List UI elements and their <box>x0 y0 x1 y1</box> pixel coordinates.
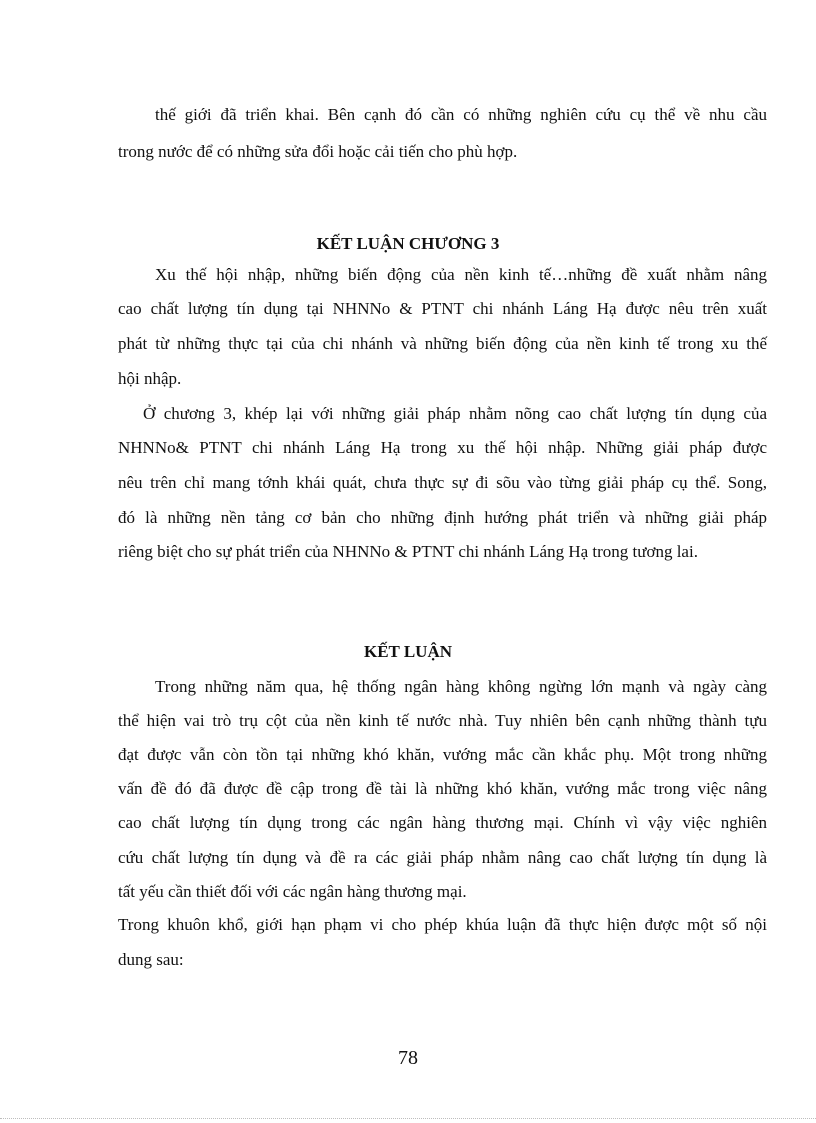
text-line: riêng biệt cho sự phát triển của NHNNo & PTNT chi nhánh Láng Hạ trong tương lai. <box>118 542 698 561</box>
text-line: Ở chương 3, khép lại với những giải pháp nhằm nõng cao chất lượng tín dụng của <box>143 404 767 423</box>
text-line: cao chất lượng tín dụng tại NHNNo & PTNT chi nhánh Láng Hạ được nêu trên xuất <box>118 299 767 318</box>
text-line: Xu thế hội nhập, những biến động của nền kinh tế…những đề xuất nhằm nâng <box>155 265 767 284</box>
text-line: nêu trên chỉ mang tớnh khái quát, chưa thực sự đi sõu vào từng giải pháp cụ thể. Song, <box>118 473 767 492</box>
text-line: thế giới đã triển khai. Bên cạnh đó cần có những nghiên cứu cụ thể về nhu cầu <box>155 105 767 124</box>
text-line: dung sau: <box>118 950 184 969</box>
text-line: trong nước để có những sửa đổi hoặc cải tiến cho phù hợp. <box>118 142 518 161</box>
section-heading-conclusion-chapter-3: KẾT LUẬN CHƯƠNG 3 <box>316 234 500 253</box>
text-line: Trong khuôn khổ, giới hạn phạm vi cho phép khúa luận đã thực hiện được một số nội <box>118 915 767 934</box>
text-line: phát từ những thực tại của chi nhánh và những biến động của nền kinh tế trong xu thế <box>118 334 767 353</box>
text-line: cứu chất lượng tín dụng và đề ra các giải pháp nhằm nâng cao chất lượng tín dụng là <box>118 848 767 867</box>
text-line: cao chất lượng tín dụng trong các ngân hàng thương mại. Chính vì vậy việc nghiên <box>118 813 767 832</box>
text-line: Trong những năm qua, hệ thống ngân hàng không ngừng lớn mạnh và ngày càng <box>155 677 767 696</box>
page-bottom-divider <box>0 1118 816 1119</box>
page-number: 78 <box>398 1047 418 1069</box>
text-line: đạt được vẫn còn tồn tại những khó khăn, vướng mắc cần khắc phụ. Một trong những <box>118 745 767 764</box>
text-line: thể hiện vai trò trụ cột của nền kinh tế nước nhà. Tuy nhiên bên cạnh những thành tựu <box>118 711 767 730</box>
section-heading-conclusion: KẾT LUẬN <box>363 642 452 661</box>
text-line: hội nhập. <box>118 369 182 388</box>
text-line: tất yếu cần thiết đối với các ngân hàng thương mại. <box>118 882 467 901</box>
text-line: đó là những nền tảng cơ bản cho những định hướng phát triển và những giải pháp <box>118 508 767 527</box>
text-line: vấn đề đó đã được đề cập trong đề tài là những khó khăn, vướng mắc trong việc nâng <box>118 779 767 798</box>
text-line: NHNNo& PTNT chi nhánh Láng Hạ trong xu thế hội nhập. Những giải pháp được <box>118 438 767 457</box>
